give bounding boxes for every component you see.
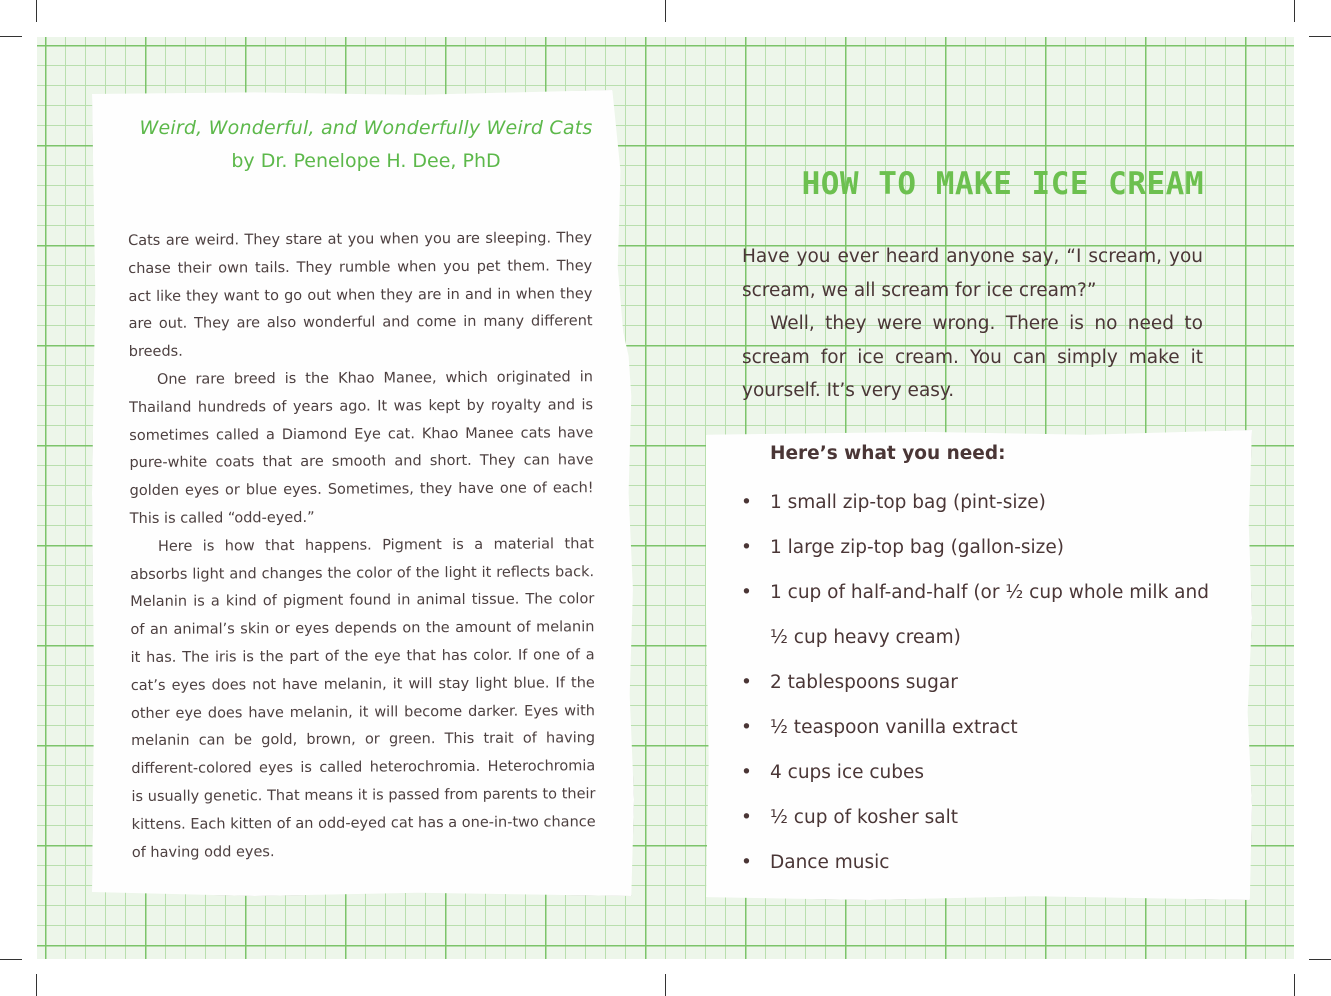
list-item: • 1 cup of half-and-half (or ½ cup whole milk and ½ cup heavy cream) bbox=[740, 570, 1230, 660]
crop-mark bbox=[665, 974, 666, 996]
bullet-icon: • bbox=[741, 672, 752, 693]
bullet-icon: • bbox=[741, 492, 752, 513]
article-paragraph: One rare breed is the Khao Manee, which originated in Thailand hundreds of years ago. It was kept by royalty and is sometimes called a Diamond Eye cat. Khao Manee cats have pure-white coats that are smooth and short. They can have golden eyes or blue eyes. Sometimes, they have one of each! This is called “odd-eyed.” bbox=[129, 369, 594, 527]
intro-paragraph: Have you ever heard anyone say, “I scream, you scream, we all scream for ice cream?” bbox=[742, 246, 1203, 301]
article-paragraph: Here is how that happens. Pigment is a material that absorbs light and changes the color of the light it reflects back. Melanin is a kind of pigment found in animal tissue. The color of an animal’s skin or eyes depends on the amount of melanin it has. The iris is the part of the eye that has color. If one of a cat’s eyes does not have melanin, it will stay light blue. If the other eye does have melanin, it will become darker. Eyes with melanin can be gold, brown, or green. This trait of having different-colored eyes is called heterochromia. Heterochromia is usually genetic. That means it is passed from parents to their kittens. Each kitten of an odd-eyed cat has a one-in-two chance of having odd eyes. bbox=[130, 535, 596, 861]
bullet-icon: • bbox=[741, 852, 752, 873]
list-item: • 4 cups ice cubes bbox=[740, 750, 1230, 795]
bullet-icon: • bbox=[741, 717, 752, 738]
list-item: • 1 small zip-top bag (pint-size) bbox=[740, 480, 1230, 525]
crop-mark bbox=[36, 0, 37, 22]
list-item: • ½ teaspoon vanilla extract bbox=[740, 705, 1230, 750]
crop-mark bbox=[665, 0, 666, 22]
crop-mark bbox=[36, 974, 37, 996]
crop-mark bbox=[0, 959, 22, 960]
bullet-icon: • bbox=[741, 762, 752, 783]
list-item: • ½ cup of kosher salt bbox=[740, 795, 1230, 840]
list-item: • 1 large zip-top bag (gallon-size) bbox=[740, 525, 1230, 570]
supplies-heading: Here’s what you need: bbox=[770, 443, 1006, 464]
article-title: Weird, Wonderful, and Wonderfully Weird Cats bbox=[139, 117, 593, 139]
crop-mark bbox=[1294, 0, 1295, 22]
supplies-list bbox=[740, 480, 1230, 885]
crop-mark bbox=[0, 36, 22, 37]
crop-mark bbox=[1309, 959, 1331, 960]
crop-mark bbox=[1294, 974, 1295, 996]
recipe-intro bbox=[742, 240, 1203, 408]
article-paragraph: Cats are weird. They stare at you when you are sleeping. They chase their own tails. They rumble when you pet them. They act like they want to go out when they are in and in when they are out. They are also wonderful and come in many different breeds. bbox=[128, 230, 593, 361]
bullet-icon: • bbox=[741, 807, 752, 828]
crop-mark bbox=[1309, 36, 1331, 37]
list-item: • Dance music bbox=[740, 840, 1230, 885]
article-byline: by Dr. Penelope H. Dee, PhD bbox=[231, 150, 501, 172]
list-item: • 2 tablespoons sugar bbox=[740, 660, 1230, 705]
recipe-title: HOW TO MAKE ICE CREAM bbox=[801, 166, 1204, 202]
article-body bbox=[128, 225, 596, 867]
intro-paragraph: Well, they were wrong. There is no need to scream for ice cream. You can simply make it yourself. It’s very easy. bbox=[742, 313, 1203, 401]
bullet-icon: • bbox=[741, 582, 752, 603]
bullet-icon: • bbox=[741, 537, 752, 558]
